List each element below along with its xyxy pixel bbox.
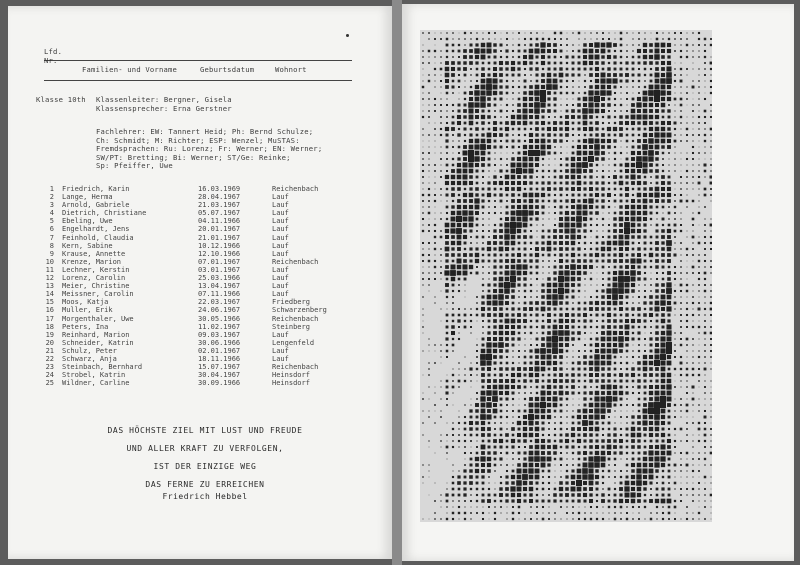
subject-teachers-line: Fremdsprachen: Ru: Lorenz; Fr: Werner; EN: Werner; (96, 144, 323, 154)
student-birthdate: 13.04.1967 (198, 282, 241, 291)
column-header-date: Geburtsdatum (200, 65, 255, 74)
student-residence: Lauf (272, 209, 289, 218)
student-birthdate: 22.03.1967 (198, 298, 241, 307)
table-row (40, 250, 360, 258)
student-residence: Reichenbach (272, 363, 319, 372)
student-residence: Lauf (272, 274, 289, 283)
student-residence: Heinsdorf (272, 379, 310, 388)
student-residence: Lauf (272, 249, 289, 258)
class-teacher-line: Klassenleiter: Bergner, Gisela (96, 95, 232, 104)
student-number: 21 (45, 346, 54, 355)
student-birthdate: 30.04.1967 (198, 371, 241, 380)
class-photo (420, 30, 712, 522)
student-number: 19 (45, 330, 54, 339)
student-number: 11 (45, 265, 54, 274)
quote-line: IST DER EINZIGE WEG (153, 462, 257, 471)
student-birthdate: 03.01.1967 (198, 265, 241, 274)
student-name: Krause, Annette (62, 249, 126, 258)
student-birthdate: 21.03.1967 (198, 201, 241, 210)
table-row (40, 339, 360, 347)
table-row (40, 347, 360, 355)
student-residence: Lauf (272, 225, 289, 234)
student-birthdate: 10.12.1966 (198, 241, 241, 250)
student-name: Feinhold, Claudia (62, 233, 134, 242)
column-header-nr: Lfd. Nr. (44, 47, 63, 65)
student-name: Morgenthaler, Uwe (62, 314, 134, 323)
header-rule-top (44, 60, 352, 61)
student-number: 9 (49, 249, 54, 258)
student-name: Lange, Herma (62, 193, 113, 202)
table-row (40, 306, 360, 314)
student-roster (40, 185, 360, 387)
student-name: Meier, Christine (62, 282, 130, 291)
student-birthdate: 20.01.1967 (198, 225, 241, 234)
student-residence: Lauf (272, 354, 289, 363)
student-birthdate: 02.01.1967 (198, 346, 241, 355)
student-birthdate: 05.07.1967 (198, 209, 241, 218)
student-number: 5 (49, 217, 54, 226)
student-number: 12 (45, 274, 54, 283)
student-name: Peters, Ina (62, 322, 109, 331)
student-birthdate: 04.11.1966 (198, 217, 241, 226)
student-birthdate: 24.06.1967 (198, 306, 241, 315)
quote-line: DAS FERNE ZU ERREICHEN (145, 480, 265, 489)
student-name: Arnold, Gabriele (62, 201, 130, 210)
student-name: Schulz, Peter (62, 346, 117, 355)
page-mark (346, 34, 349, 37)
student-name: Steinbach, Bernhard (62, 363, 143, 372)
student-birthdate: 07.11.1966 (198, 290, 241, 299)
table-row (40, 266, 360, 274)
student-number: 14 (45, 290, 54, 299)
student-residence: Lauf (272, 290, 289, 299)
subject-teachers-line: SW/PT: Bretting; Bi: Werner; ST/Ge: Reinke; (96, 152, 291, 162)
table-row (40, 209, 360, 217)
student-number: 13 (45, 282, 54, 291)
quote-author: Friedrich Hebbel (162, 492, 248, 501)
student-name: Ebeling, Uwe (62, 217, 113, 226)
student-number: 24 (45, 371, 54, 380)
table-row (40, 225, 360, 233)
student-residence: Lauf (272, 346, 289, 355)
student-number: 25 (45, 379, 54, 388)
student-number: 16 (45, 306, 54, 315)
student-birthdate: 25.03.1966 (198, 274, 241, 283)
student-number: 15 (45, 298, 54, 307)
student-name: Engelhardt, Jens (62, 225, 130, 234)
student-name: Krenze, Marion (62, 257, 122, 266)
student-name: Strobel, Katrin (62, 371, 126, 380)
student-name: Schwarz, Anja (62, 354, 117, 363)
table-row (40, 331, 360, 339)
student-residence: Lauf (272, 330, 289, 339)
student-number: 22 (45, 354, 54, 363)
student-residence: Steinberg (272, 322, 310, 331)
student-number: 2 (49, 193, 54, 202)
student-residence: Reichenbach (272, 185, 319, 193)
class-photo-halftone (420, 30, 712, 522)
student-number: 10 (45, 257, 54, 266)
student-birthdate: 12.10.1966 (198, 249, 241, 258)
student-birthdate: 18.11.1966 (198, 354, 241, 363)
class-teachers (96, 96, 232, 113)
student-residence: Lengenfeld (272, 338, 315, 347)
class-speaker-line: Klassensprecher: Erna Gerstner (96, 103, 232, 113)
student-birthdate: 30.06.1966 (198, 338, 241, 347)
column-header-place: Wohnort (275, 65, 307, 74)
student-name: Schneider, Katrin (62, 338, 134, 347)
student-name: Lorenz, Carolin (62, 274, 126, 283)
student-birthdate: 07.01.1967 (198, 257, 241, 266)
student-name: Wildner, Carline (62, 379, 130, 388)
table-row (40, 371, 360, 379)
student-birthdate: 30.05.1966 (198, 314, 241, 323)
table-row (40, 355, 360, 363)
student-birthdate: 30.09.1966 (198, 379, 241, 388)
table-row (40, 323, 360, 331)
quote-block (80, 422, 330, 494)
student-birthdate: 28.04.1967 (198, 193, 241, 202)
booklet-gutter (392, 0, 402, 565)
table-row (40, 379, 360, 387)
student-name: Meissner, Carolin (62, 290, 134, 299)
student-name: Dietrich, Christiane (62, 209, 147, 218)
student-number: 1 (49, 185, 54, 193)
table-row (40, 274, 360, 282)
subject-teachers-line: Fachlehrer: EW: Tannert Heid; Ph: Bernd Schulze; (96, 127, 314, 136)
student-birthdate: 21.01.1967 (198, 233, 241, 242)
student-residence: Lauf (272, 193, 289, 202)
student-number: 20 (45, 338, 54, 347)
student-number: 17 (45, 314, 54, 323)
student-name: Reinhard, Marion (62, 330, 130, 339)
table-row (40, 193, 360, 201)
column-header-name: Familien- und Vorname (82, 65, 178, 74)
table-row (40, 290, 360, 298)
student-residence: Lauf (272, 282, 289, 291)
student-name: Moos, Katja (62, 298, 109, 307)
quote-line: DAS HÖCHSTE ZIEL MIT LUST UND FREUDE (107, 426, 303, 435)
student-residence: Reichenbach (272, 257, 319, 266)
student-residence: Schwarzenberg (272, 306, 327, 315)
table-row (40, 185, 360, 193)
student-birthdate: 15.07.1967 (198, 363, 241, 372)
student-number: 4 (49, 209, 54, 218)
subject-teachers-line: Sp: Pfeiffer, Uwe (96, 161, 173, 171)
table-row (40, 217, 360, 225)
student-birthdate: 11.02.1967 (198, 322, 241, 331)
student-name: Kern, Sabine (62, 241, 113, 250)
table-row (40, 258, 360, 266)
subject-teachers-line: Ch: Schmidt; M: Richter; ESP: Wenzel; MuSTAS: (96, 135, 300, 145)
header-rule-bottom (44, 80, 352, 81)
subject-teachers (96, 128, 322, 171)
table-row (40, 298, 360, 306)
student-name: Muller, Erik (62, 306, 113, 315)
student-name: Friedrich, Karin (62, 185, 130, 193)
student-birthdate: 09.03.1967 (198, 330, 241, 339)
student-residence: Lauf (272, 201, 289, 210)
student-residence: Lauf (272, 233, 289, 242)
student-residence: Lauf (272, 217, 289, 226)
class-label: Klasse 10th (36, 95, 86, 104)
student-residence: Lauf (272, 241, 289, 250)
table-row (40, 282, 360, 290)
student-birthdate: 16.03.1969 (198, 185, 241, 193)
student-residence: Reichenbach (272, 314, 319, 323)
quote-line: UND ALLER KRAFT ZU VERFOLGEN, (126, 444, 284, 453)
table-row (40, 363, 360, 371)
student-residence: Friedberg (272, 298, 310, 307)
student-number: 23 (45, 363, 54, 372)
student-number: 18 (45, 322, 54, 331)
table-row (40, 201, 360, 209)
student-residence: Heinsdorf (272, 371, 310, 380)
table-row (40, 242, 360, 250)
student-number: 8 (49, 241, 54, 250)
student-number: 7 (49, 233, 54, 242)
student-number: 6 (49, 225, 54, 234)
table-row (40, 234, 360, 242)
student-name: Lechner, Kerstin (62, 265, 130, 274)
student-number: 3 (49, 201, 54, 210)
table-row (40, 315, 360, 323)
student-residence: Lauf (272, 265, 289, 274)
